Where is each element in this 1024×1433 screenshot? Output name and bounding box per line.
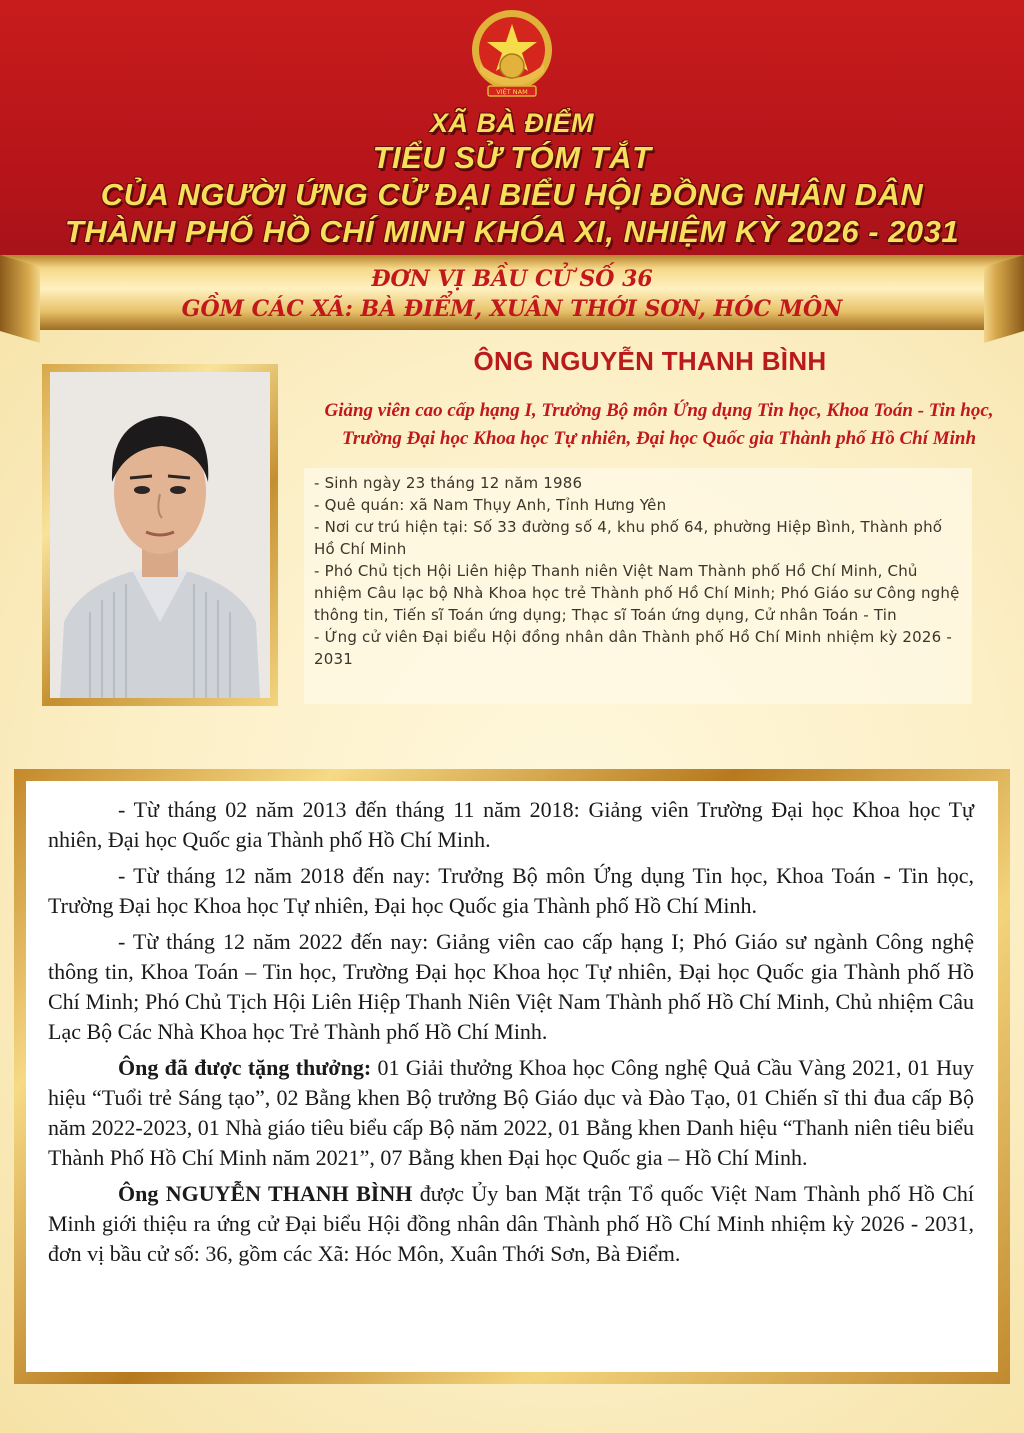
biography-subheading: CỦA NGƯỜI ỨNG CỬ ĐẠI BIỂU HỘI ĐỒNG NHÂN DÂN [100, 177, 924, 212]
career-frame [14, 769, 1010, 1384]
career-item-2018: - Từ tháng 12 năm 2018 đến nay: Trưởng Bộ môn Ứng dụng Tin học, Khoa Toán - Tin học, Trường Đại học Khoa học Tự nhiên, Đại học Quốc gia Thành phố Hồ Chí Minh. [48, 863, 974, 918]
bio-candidacy: - Ứng cử viên Đại biểu Hội đồng nhân dân Thành phố Hồ Chí Minh nhiệm kỳ 2026 - 2031 [314, 628, 952, 668]
candidate-title-line-1: Giảng viên cao cấp hạng I, Trưởng Bộ môn Ứng dụng Tin học, Khoa Toán - Tin học, [324, 400, 994, 421]
ribbon-fold-left [0, 243, 40, 343]
portrait-illustration [50, 372, 270, 698]
bio-residence: - Nơi cư trú hiện tại: Số 33 đường số 4, khu phố 64, phường Hiệp Bình, Thành phố Hồ Chí Minh [314, 518, 943, 558]
awards-label: Ông đã được tặng thưởng: [118, 1055, 372, 1080]
awards-text: 01 Giải thưởng Khoa học Công nghệ Quả Cầu Vàng 2021, 01 Huy hiệu “Tuổi trẻ Sáng tạo”, 02 Bằng khen Bộ trưởng Bộ Giáo dục và Đào Tạo, 01 Chiến sĩ thi đua cấp Bộ năm 2022-2023, 01 Nhà giáo tiêu biểu cấp Bộ năm 2022, 01 Bằng khen Danh hiệu “Thanh niên tiêu biểu Thành Phố Hồ Chí Minh năm 2021”, 07 Bằng khen Đại học Quốc gia – Hồ Chí Minh. [48, 1055, 974, 1170]
introduction-paragraph [48, 1179, 974, 1269]
biography-heading: TIỂU SỬ TÓM TẮT [372, 140, 652, 175]
emblem-text: VIỆT NAM [496, 88, 528, 96]
bio-box [304, 468, 972, 704]
constituency-communes: GỒM CÁC XÃ: BÀ ĐIỂM, XUÂN THỚI SƠN, HÓC MÔN [181, 296, 843, 322]
awards-paragraph [48, 1053, 974, 1173]
bio-hometown: - Quê quán: xã Nam Thụy Anh, Tỉnh Hưng Yên [314, 496, 667, 514]
national-emblem-icon [458, 6, 566, 104]
portrait-frame [42, 364, 278, 706]
bio-birthdate: - Sinh ngày 23 tháng 12 năm 1986 [314, 474, 583, 492]
career-item-2022: - Từ tháng 12 năm 2022 đến nay: Giảng viên cao cấp hạng I; Phó Giáo sư ngành Công nghệ thông tin, Khoa Toán – Tin học, Trường Đại học Khoa học Tự nhiên, Đại học Quốc gia Thành phố Hồ Chí Minh; Phó Chủ Tịch Hội Liên Hiệp Thanh Niên Việt Nam Thành phố Hồ Chí Minh, Chủ nhiệm Câu Lạc Bộ Các Nhà Khoa học Trẻ Thành phố Hồ Chí Minh. [48, 929, 974, 1044]
term-heading: THÀNH PHỐ HỒ CHÍ MINH KHÓA XI, NHIỆM KỲ 2026 - 2031 [64, 214, 960, 249]
candidate-name: ÔNG NGUYỄN THANH BÌNH [473, 346, 827, 376]
introduction-name: Ông NGUYỄN THANH BÌNH [118, 1181, 413, 1206]
introduction-text: được Ủy ban Mặt trận Tổ quốc Việt Nam Thành phố Hồ Chí Minh giới thiệu ra ứng cử Đại biểu Hội đồng nhân dân Thành phố Hồ Chí Minh nhiệm kỳ 2026 - 2031, đơn vị bầu cử số: 36, gồm các Xã: Hóc Môn, Xuân Thới Sơn, Bà Điểm. [48, 1181, 975, 1266]
header-banner [0, 0, 1024, 255]
commune-title: XÃ BÀ ĐIỂM [429, 108, 594, 138]
candidate-portrait [50, 372, 270, 698]
ribbon-fold-right [984, 243, 1024, 343]
career-panel [26, 781, 998, 1372]
bio-positions: - Phó Chủ tịch Hội Liên hiệp Thanh niên Việt Nam Thành phố Hồ Chí Minh, Chủ nhiệm Câu lạc bộ Nhà Khoa học trẻ Thành phố Hồ Chí Minh; Phó Giáo sư Công nghệ thông tin, Tiến sĩ Toán ứng dụng; Thạc sĩ Toán ứng dụng, Cử nhân Toán - Tin [314, 562, 960, 624]
career-item-2013: - Từ tháng 02 năm 2013 đến tháng 11 năm 2018: Giảng viên Trường Đại học Khoa học Tự nhiên, Đại học Quốc gia Thành phố Hồ Chí Minh. [48, 797, 974, 852]
candidate-title-line-2: Trường Đại học Khoa học Tự nhiên, Đại học Quốc gia Thành phố Hồ Chí Minh [341, 428, 977, 449]
constituency-number: ĐƠN VỊ BẦU CỬ SỐ 36 [371, 266, 653, 292]
